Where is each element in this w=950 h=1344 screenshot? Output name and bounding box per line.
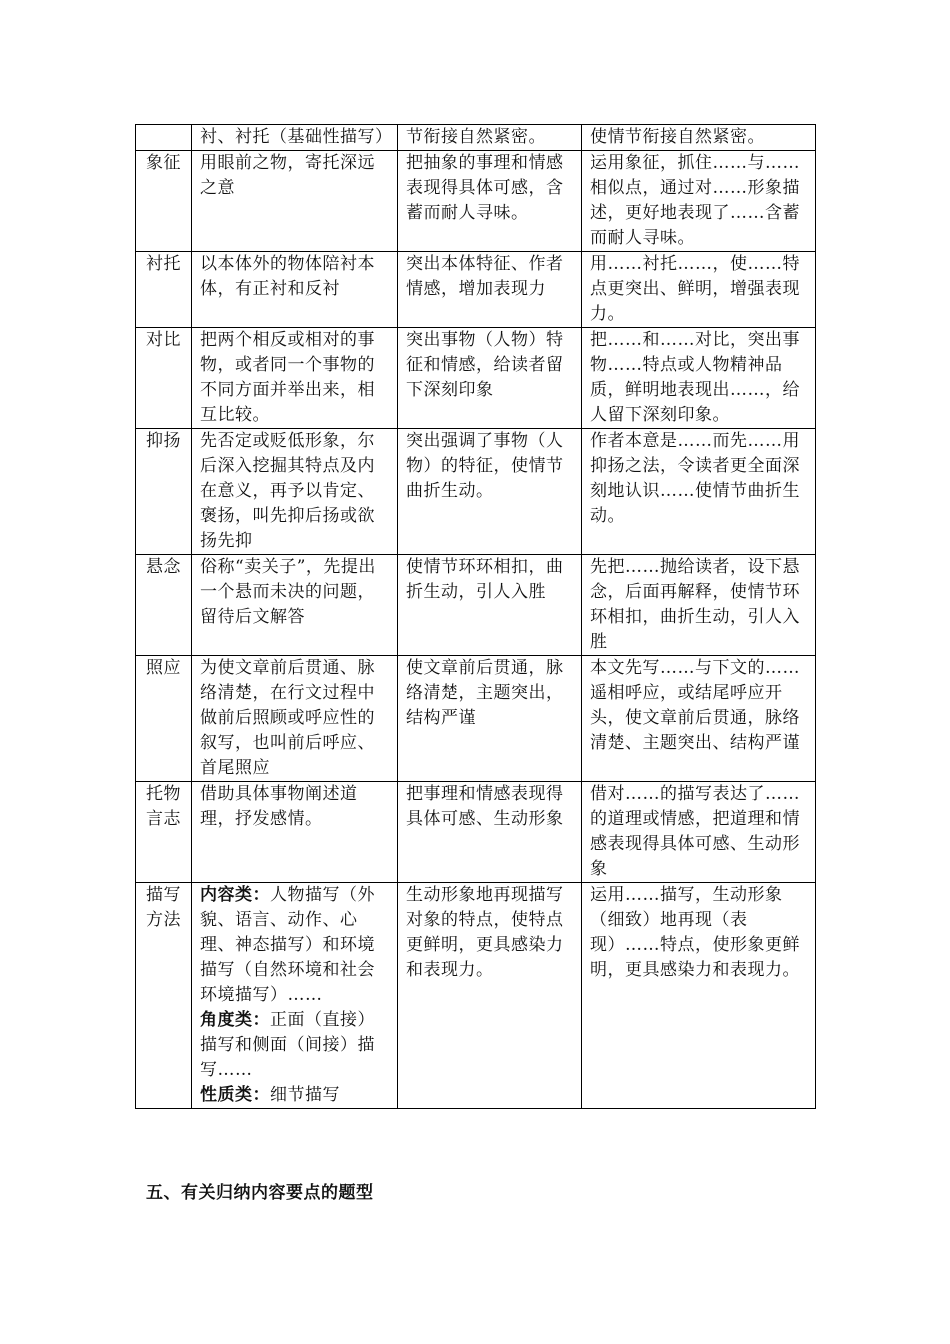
rhetoric-methods-table xyxy=(135,124,816,1109)
method-effect: 生动形象地再现描写对象的特点，使特点更鲜明，更具感染力和表现力。 xyxy=(398,883,582,1109)
method-description: 把两个相反或相对的事物，或者同一个事物的不同方面并举出来，相互比较。 xyxy=(192,328,398,429)
method-description: 先否定或贬低形象，尔后深入挖掘其特点及内在意义，再予以肯定、褒扬，叫先抑后扬或欲扬先抑 xyxy=(192,429,398,555)
answer-template: 运用象征，抓住……与……相似点，通过对……形象描述，更好地表现了……含蓄而耐人寻味。 xyxy=(582,151,816,252)
method-effect: 节衔接自然紧密。 xyxy=(398,125,582,151)
content-category-text: 人物描写（外貌、语言、动作、心理、神态描写）和环境描写（自然环境和社会环境描写）…… xyxy=(200,885,375,1005)
table-row xyxy=(136,429,816,555)
method-term: 对比 xyxy=(136,328,192,429)
section-heading: 五、有关归纳内容要点的题型 xyxy=(146,1183,374,1203)
angle-category-text: 正面（直接）描写和侧面（间接）描写…… xyxy=(200,1010,375,1080)
answer-template: 作者本意是……而先……用抑扬之法，令读者更全面深刻地认识……使情节曲折生动。 xyxy=(582,429,816,555)
angle-category-label: 角度类： xyxy=(200,1010,270,1030)
method-effect: 把事理和情感表现得具体可感、生动形象 xyxy=(398,782,582,883)
content-category xyxy=(200,883,391,1008)
method-description xyxy=(192,883,398,1109)
nature-category-label: 性质类： xyxy=(200,1085,270,1105)
method-effect: 突出事物（人物）特征和情感，给读者留下深刻印象 xyxy=(398,328,582,429)
method-term: 托物言志 xyxy=(136,782,192,883)
method-term xyxy=(136,125,192,151)
answer-template: 先把……抛给读者，设下悬念，后面再解释，使情节环环相扣，曲折生动，引人入胜 xyxy=(582,555,816,656)
method-description: 以本体外的物体陪衬本体，有正衬和反衬 xyxy=(192,252,398,328)
angle-category xyxy=(200,1008,391,1083)
table-row xyxy=(136,328,816,429)
method-term: 描写方法 xyxy=(136,883,192,1109)
table-row xyxy=(136,883,816,1109)
method-term: 衬托 xyxy=(136,252,192,328)
table-row xyxy=(136,782,816,883)
method-effect: 突出本体特征、作者情感，增加表现力 xyxy=(398,252,582,328)
method-term: 抑扬 xyxy=(136,429,192,555)
nature-category xyxy=(200,1083,391,1108)
method-term: 照应 xyxy=(136,656,192,782)
table-row xyxy=(136,656,816,782)
method-effect: 把抽象的事理和情感表现得具体可感，含蓄而耐人寻味。 xyxy=(398,151,582,252)
table-row xyxy=(136,125,816,151)
answer-template: 用……衬托……，使……特点更突出、鲜明，增强表现力。 xyxy=(582,252,816,328)
method-term: 悬念 xyxy=(136,555,192,656)
method-effect: 突出强调了事物（人物）的特征，使情节曲折生动。 xyxy=(398,429,582,555)
answer-template: 本文先写……与下文的……遥相呼应，或结尾呼应开头，使文章前后贯通，脉络清楚、主题突出、结构严谨 xyxy=(582,656,816,782)
table-row xyxy=(136,252,816,328)
method-description: 借助具体事物阐述道理，抒发感情。 xyxy=(192,782,398,883)
method-effect: 使文章前后贯通，脉络清楚，主题突出，结构严谨 xyxy=(398,656,582,782)
method-term: 象征 xyxy=(136,151,192,252)
answer-template: 借对……的描写表达了……的道理或情感，把道理和情感表现得具体可感、生动形象 xyxy=(582,782,816,883)
method-description: 为使文章前后贯通、脉络清楚，在行文过程中做前后照顾或呼应性的叙写，也叫前后呼应、首尾照应 xyxy=(192,656,398,782)
answer-template: 运用……描写，生动形象（细致）地再现（表现）……特点，使形象更鲜明，更具感染力和表现力。 xyxy=(582,883,816,1109)
table-row xyxy=(136,151,816,252)
method-description: 俗称“卖关子”，先提出一个悬而未决的问题，留待后文解答 xyxy=(192,555,398,656)
method-effect: 使情节环环相扣，曲折生动，引人入胜 xyxy=(398,555,582,656)
answer-template: 使情节衔接自然紧密。 xyxy=(582,125,816,151)
nature-category-text: 细节描写 xyxy=(270,1085,340,1105)
content-category-label: 内容类： xyxy=(200,885,270,905)
method-description: 衬、衬托（基础性描写） xyxy=(192,125,398,151)
answer-template: 把……和……对比，突出事物……特点或人物精神品质，鲜明地表现出……，给人留下深刻印象。 xyxy=(582,328,816,429)
method-description: 用眼前之物，寄托深远之意 xyxy=(192,151,398,252)
table-row xyxy=(136,555,816,656)
